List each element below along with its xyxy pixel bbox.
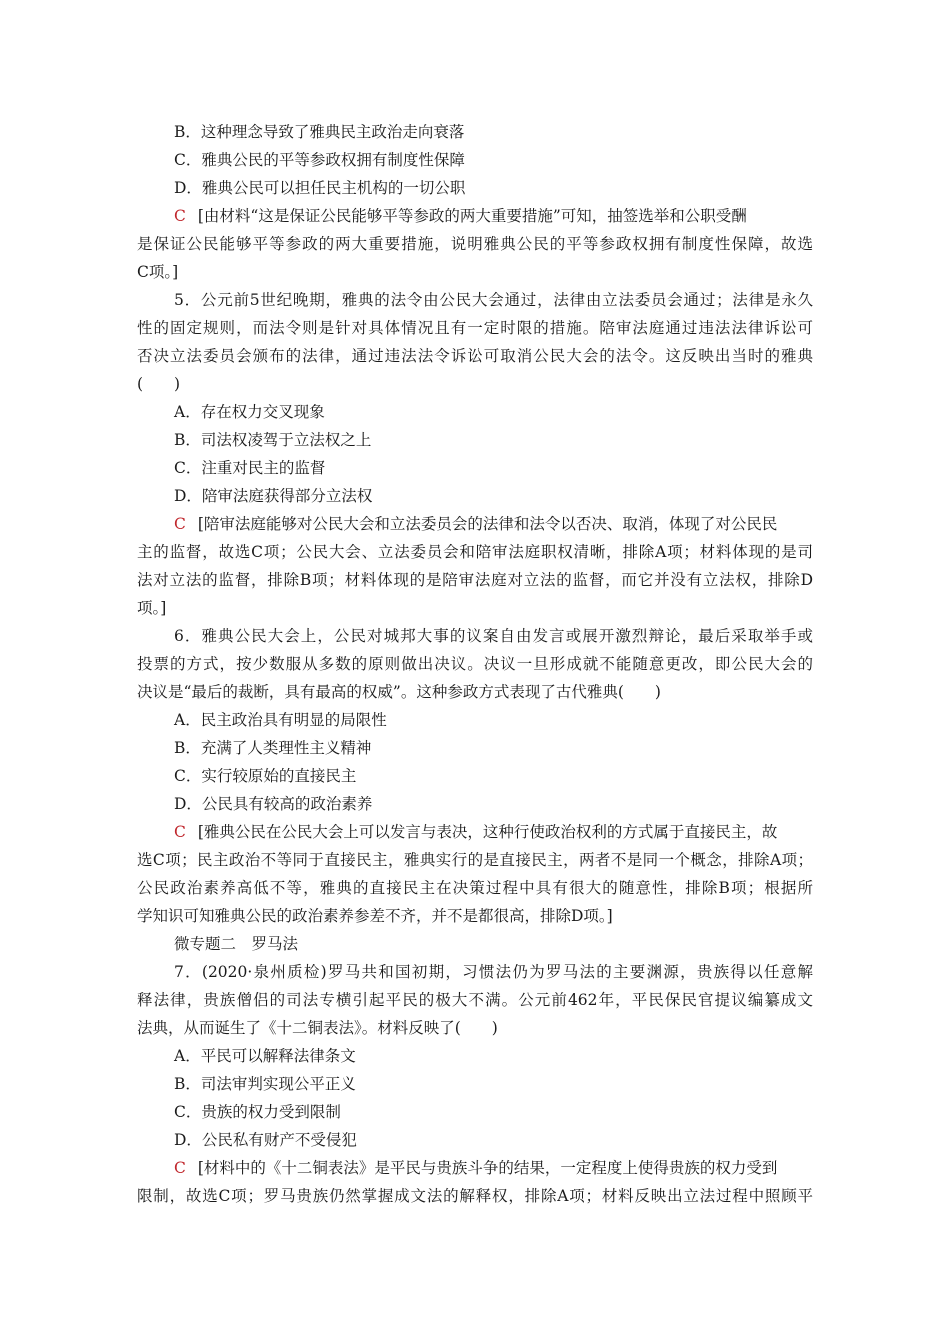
q5-option-d: D．陪审法庭获得部分立法权 [174,487,373,505]
q6-answer-line-2: 选C项；民主政治不等同于直接民主，雅典实行的是直接民主，两者不是同一个概念，排除A项； [137,851,813,869]
q5-answer-line-3: 法对立法的监督，排除B项；材料体现的是陪审法庭对立法的监督，而它并没有立法权，排除D [137,571,813,589]
q4-answer-line-1 [174,205,747,227]
q7-answer-line-1 [174,1157,777,1179]
q5-stem-line-3: 否决立法委员会颁布的法律，通过违法法令诉讼可取消公民大会的法令。这反映出当时的雅典 [137,347,813,365]
q5-answer-line-4: 项。] [137,599,167,617]
q6-answer-text-1: [雅典公民在公民大会上可以发言与表决，这种行使政治权利的方式属于直接民主，故 [197,823,778,841]
q7-stem-line-1: 7．(2020·泉州质检)罗马共和国初期，习惯法仍为罗马法的主要渊源，贵族得以任意解 [174,963,813,981]
q5-answer-letter: C [174,515,186,533]
q5-option-c: C．注重对民主的监督 [174,459,326,477]
q6-answer-letter: C [174,823,186,841]
q7-option-b: B．司法审判实现公平正义 [174,1075,356,1093]
q5-answer-line-1 [174,513,777,535]
q5-stem-line-4: ( ) [137,375,181,393]
q5-stem-line-1: 5．公元前5世纪晚期，雅典的法令由公民大会通过，法律由立法委员会通过；法律是永久 [174,291,813,309]
q7-option-d: D．公民私有财产不受侵犯 [174,1131,357,1149]
q5-option-a: A．存在权力交叉现象 [174,403,325,421]
q4-option-c: C．雅典公民的平等参政权拥有制度性保障 [174,151,465,169]
q5-stem-line-2: 性的固定规则，而法令则是针对具体情况且有一定时限的措施。陪审法庭通过违法法律诉讼可 [137,319,813,337]
q4-answer-line-3: C项。] [137,263,179,281]
q5-answer-line-2: 主的监督，故选C项；公民大会、立法委员会和陪审法庭职权清晰，排除A项；材料体现的是司 [137,543,813,561]
q7-option-c: C．贵族的权力受到限制 [174,1103,341,1121]
section-title: 微专题二 罗马法 [174,935,299,953]
q7-answer-letter: C [174,1159,186,1177]
q6-stem-line-2: 投票的方式，按少数服从多数的原则做出决议。决议一旦形成就不能随意更改，即公民大会的 [137,655,813,673]
q5-answer-text-1: [陪审法庭能够对公民大会和立法委员会的法律和法令以否决、取消，体现了对公民民 [197,515,778,533]
q6-answer-line-3: 公民政治素养高低不等，雅典的直接民主在决策过程中具有很大的随意性，排除B项；根据所 [137,879,813,897]
q6-option-a: A．民主政治具有明显的局限性 [174,711,387,729]
q7-stem-line-3: 法典，从而诞生了《十二铜表法》。材料反映了( ) [137,1019,498,1037]
q7-answer-line-2: 限制，故选C项；罗马贵族仍然掌握成文法的解释权，排除A项；材料反映出立法过程中照顾平 [137,1187,813,1205]
q7-option-a: A．平民可以解释法律条文 [174,1047,356,1065]
q4-answer-line-2: 是保证公民能够平等参政的两大重要措施，说明雅典公民的平等参政权拥有制度性保障，故选 [137,235,813,253]
q4-option-d: D．雅典公民可以担任民主机构的一切公职 [174,179,466,197]
q7-answer-text-1: [材料中的《十二铜表法》是平民与贵族斗争的结果，一定程度上使得贵族的权力受到 [197,1159,778,1177]
q7-stem-line-2: 释法律，贵族僧侣的司法专横引起平民的极大不满。公元前462年，平民保民官提议编纂成文 [137,991,813,1009]
q4-answer-letter: C [174,207,186,225]
q4-answer-text-1: [由材料“这是保证公民能够平等参政的两大重要措施”可知，抽签选举和公职受酬 [197,207,747,225]
q6-answer-line-4: 学知识可知雅典公民的政治素养参差不齐，并不是都很高，排除D项。] [137,907,613,925]
q4-option-b: B．这种理念导致了雅典民主政治走向衰落 [174,123,465,141]
q6-answer-line-1 [174,821,777,843]
q6-stem-line-1: 6．雅典公民大会上，公民对城邦大事的议案自由发言或展开激烈辩论，最后采取举手或 [174,627,813,645]
q6-option-c: C．实行较原始的直接民主 [174,767,357,785]
q6-option-b: B．充满了人类理性主义精神 [174,739,372,757]
q6-stem-line-3: 决议是“最后的裁断，具有最高的权威”。这种参政方式表现了古代雅典( ) [137,683,661,701]
q5-option-b: B．司法权凌驾于立法权之上 [174,431,372,449]
q6-option-d: D．公民具有较高的政治素养 [174,795,373,813]
